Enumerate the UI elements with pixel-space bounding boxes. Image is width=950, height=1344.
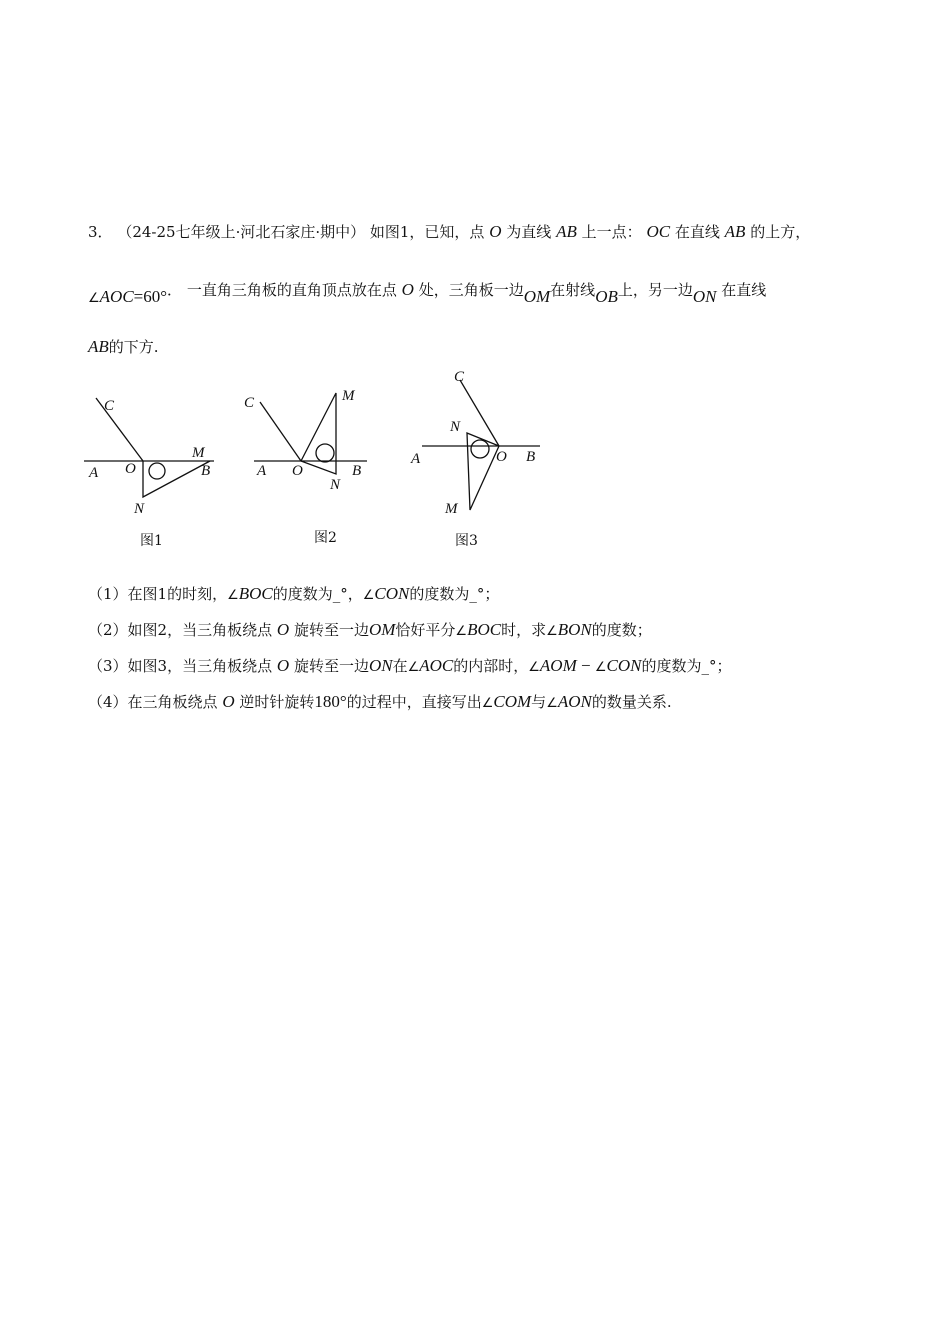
- math-BOC: BOC: [467, 620, 502, 639]
- fig3-label-n: N: [450, 419, 461, 435]
- math-AOC: AOC: [419, 656, 454, 675]
- text: 上一点：: [581, 223, 642, 241]
- math-OM: OM: [368, 620, 396, 639]
- angle-symbol: ∠: [528, 660, 540, 675]
- problem-line-2: [88, 280, 767, 306]
- fig2-circle: [316, 444, 334, 462]
- fig1-triangle: [143, 461, 210, 497]
- fig1-label-a: A: [89, 465, 99, 481]
- math-OC: OC: [646, 222, 671, 241]
- text: 逆时针旋转: [239, 693, 315, 711]
- text: 为直线: [506, 223, 552, 241]
- question-4: [88, 692, 672, 714]
- fig3-label-b: B: [526, 449, 536, 465]
- text: （2）如图2，当三角板绕点: [88, 621, 273, 639]
- math-AB: AB: [724, 222, 746, 241]
- angle-symbol: ∠: [88, 291, 100, 306]
- math-AOC: AOC: [99, 287, 134, 306]
- fig2-ray-oc: [260, 402, 301, 461]
- math-AB: AB: [88, 337, 109, 356]
- fig1-label-o: O: [125, 461, 136, 477]
- fig1-label-c: C: [104, 398, 115, 414]
- text: 的数量关系.: [591, 693, 672, 711]
- math-O: O: [401, 280, 414, 299]
- text: 如图1，已知，点: [369, 223, 485, 241]
- math-BOC: BOC: [238, 584, 273, 603]
- text: 旋转至一边: [293, 657, 369, 675]
- caption-fig1: 图1: [140, 533, 163, 549]
- math-AON: AON: [557, 692, 592, 711]
- angle-symbol: ∠: [594, 660, 607, 675]
- text: 的内部时，: [453, 657, 529, 675]
- angle-symbol: ∠: [546, 696, 558, 711]
- text: 一直角三角板的直角顶点放在点: [186, 281, 397, 299]
- text: （1）在图1的时刻，: [88, 585, 228, 603]
- math-OM: OM: [523, 287, 551, 306]
- text: 恰好平分: [395, 621, 456, 639]
- fig2-triangle: [301, 393, 336, 474]
- angle-symbol: ∠: [362, 588, 375, 603]
- text: 的度数为_°；: [641, 657, 732, 675]
- text: 上，另一边: [617, 281, 693, 299]
- math-O: O: [222, 692, 235, 711]
- text: 的度数；: [591, 621, 652, 639]
- math-eq60: =60°: [133, 287, 168, 306]
- fig3-label-o: O: [496, 449, 507, 465]
- text: 在: [392, 657, 408, 675]
- text: 在射线: [550, 281, 596, 299]
- text: 旋转至一边: [293, 621, 369, 639]
- text: 的度数为_°，: [272, 585, 363, 603]
- fig2-label-o: O: [292, 463, 303, 479]
- fig3-ray-oc: [460, 380, 499, 446]
- fig3-circle: [471, 440, 489, 458]
- text: ．: [167, 281, 183, 299]
- text: 时，求: [501, 621, 547, 639]
- math-ON: ON: [692, 287, 717, 306]
- fig3-label-m: M: [445, 501, 458, 517]
- fig1-label-m: M: [192, 445, 205, 461]
- text: （3）如图3，当三角板绕点: [88, 657, 273, 675]
- problem-line-1: [88, 222, 810, 242]
- fig2-label-a: A: [257, 463, 267, 479]
- angle-symbol: ∠: [407, 660, 420, 675]
- fig2-label-n: N: [330, 477, 341, 493]
- text: 的上方，: [750, 223, 811, 241]
- math-CON: CON: [374, 584, 410, 603]
- math-minus: −: [576, 656, 595, 675]
- math-O: O: [276, 620, 290, 639]
- angle-symbol: ∠: [455, 624, 468, 639]
- math-AOM: AOM: [539, 656, 577, 675]
- text: 与: [531, 693, 547, 711]
- text: 的度数为_°；: [409, 585, 500, 603]
- fig2-label-c: C: [244, 395, 255, 411]
- text: 处，三角板一边: [418, 281, 524, 299]
- text: 的过程中，直接写出: [346, 693, 482, 711]
- math-ON: ON: [368, 656, 393, 675]
- math-O: O: [276, 656, 290, 675]
- question-2: [88, 620, 652, 642]
- fig2-label-m: M: [342, 388, 355, 404]
- problem-number: 3．: [88, 223, 113, 241]
- fig3-label-a: A: [411, 451, 421, 467]
- angle-symbol: ∠: [546, 624, 558, 639]
- math-180: 180°: [314, 692, 347, 711]
- caption-fig2: 图2: [314, 530, 337, 546]
- figures-svg: [84, 365, 554, 525]
- caption-fig3: 图3: [455, 533, 478, 549]
- text: （4）在三角板绕点: [88, 693, 218, 711]
- text: 在直线: [674, 223, 720, 241]
- angle-symbol: ∠: [481, 696, 494, 711]
- problem-source: （24-25七年级上·河北石家庄·期中）: [117, 223, 366, 241]
- math-AB: AB: [556, 222, 577, 241]
- math-CON: CON: [606, 656, 642, 675]
- fig2-label-b: B: [352, 463, 362, 479]
- question-3: [88, 656, 731, 678]
- text: 在直线: [721, 281, 767, 299]
- question-1: [88, 584, 499, 606]
- text: 的下方.: [108, 338, 159, 356]
- angle-symbol: ∠: [227, 588, 239, 603]
- problem-line-3: [88, 337, 159, 357]
- fig1-label-b: B: [201, 463, 211, 479]
- fig1-circle: [149, 463, 165, 479]
- math-OB: OB: [595, 287, 618, 306]
- math-COM: COM: [493, 692, 532, 711]
- fig3-label-c: C: [454, 369, 465, 385]
- fig1-label-n: N: [134, 501, 145, 517]
- math-O: O: [489, 222, 502, 241]
- math-BON: BON: [557, 620, 592, 639]
